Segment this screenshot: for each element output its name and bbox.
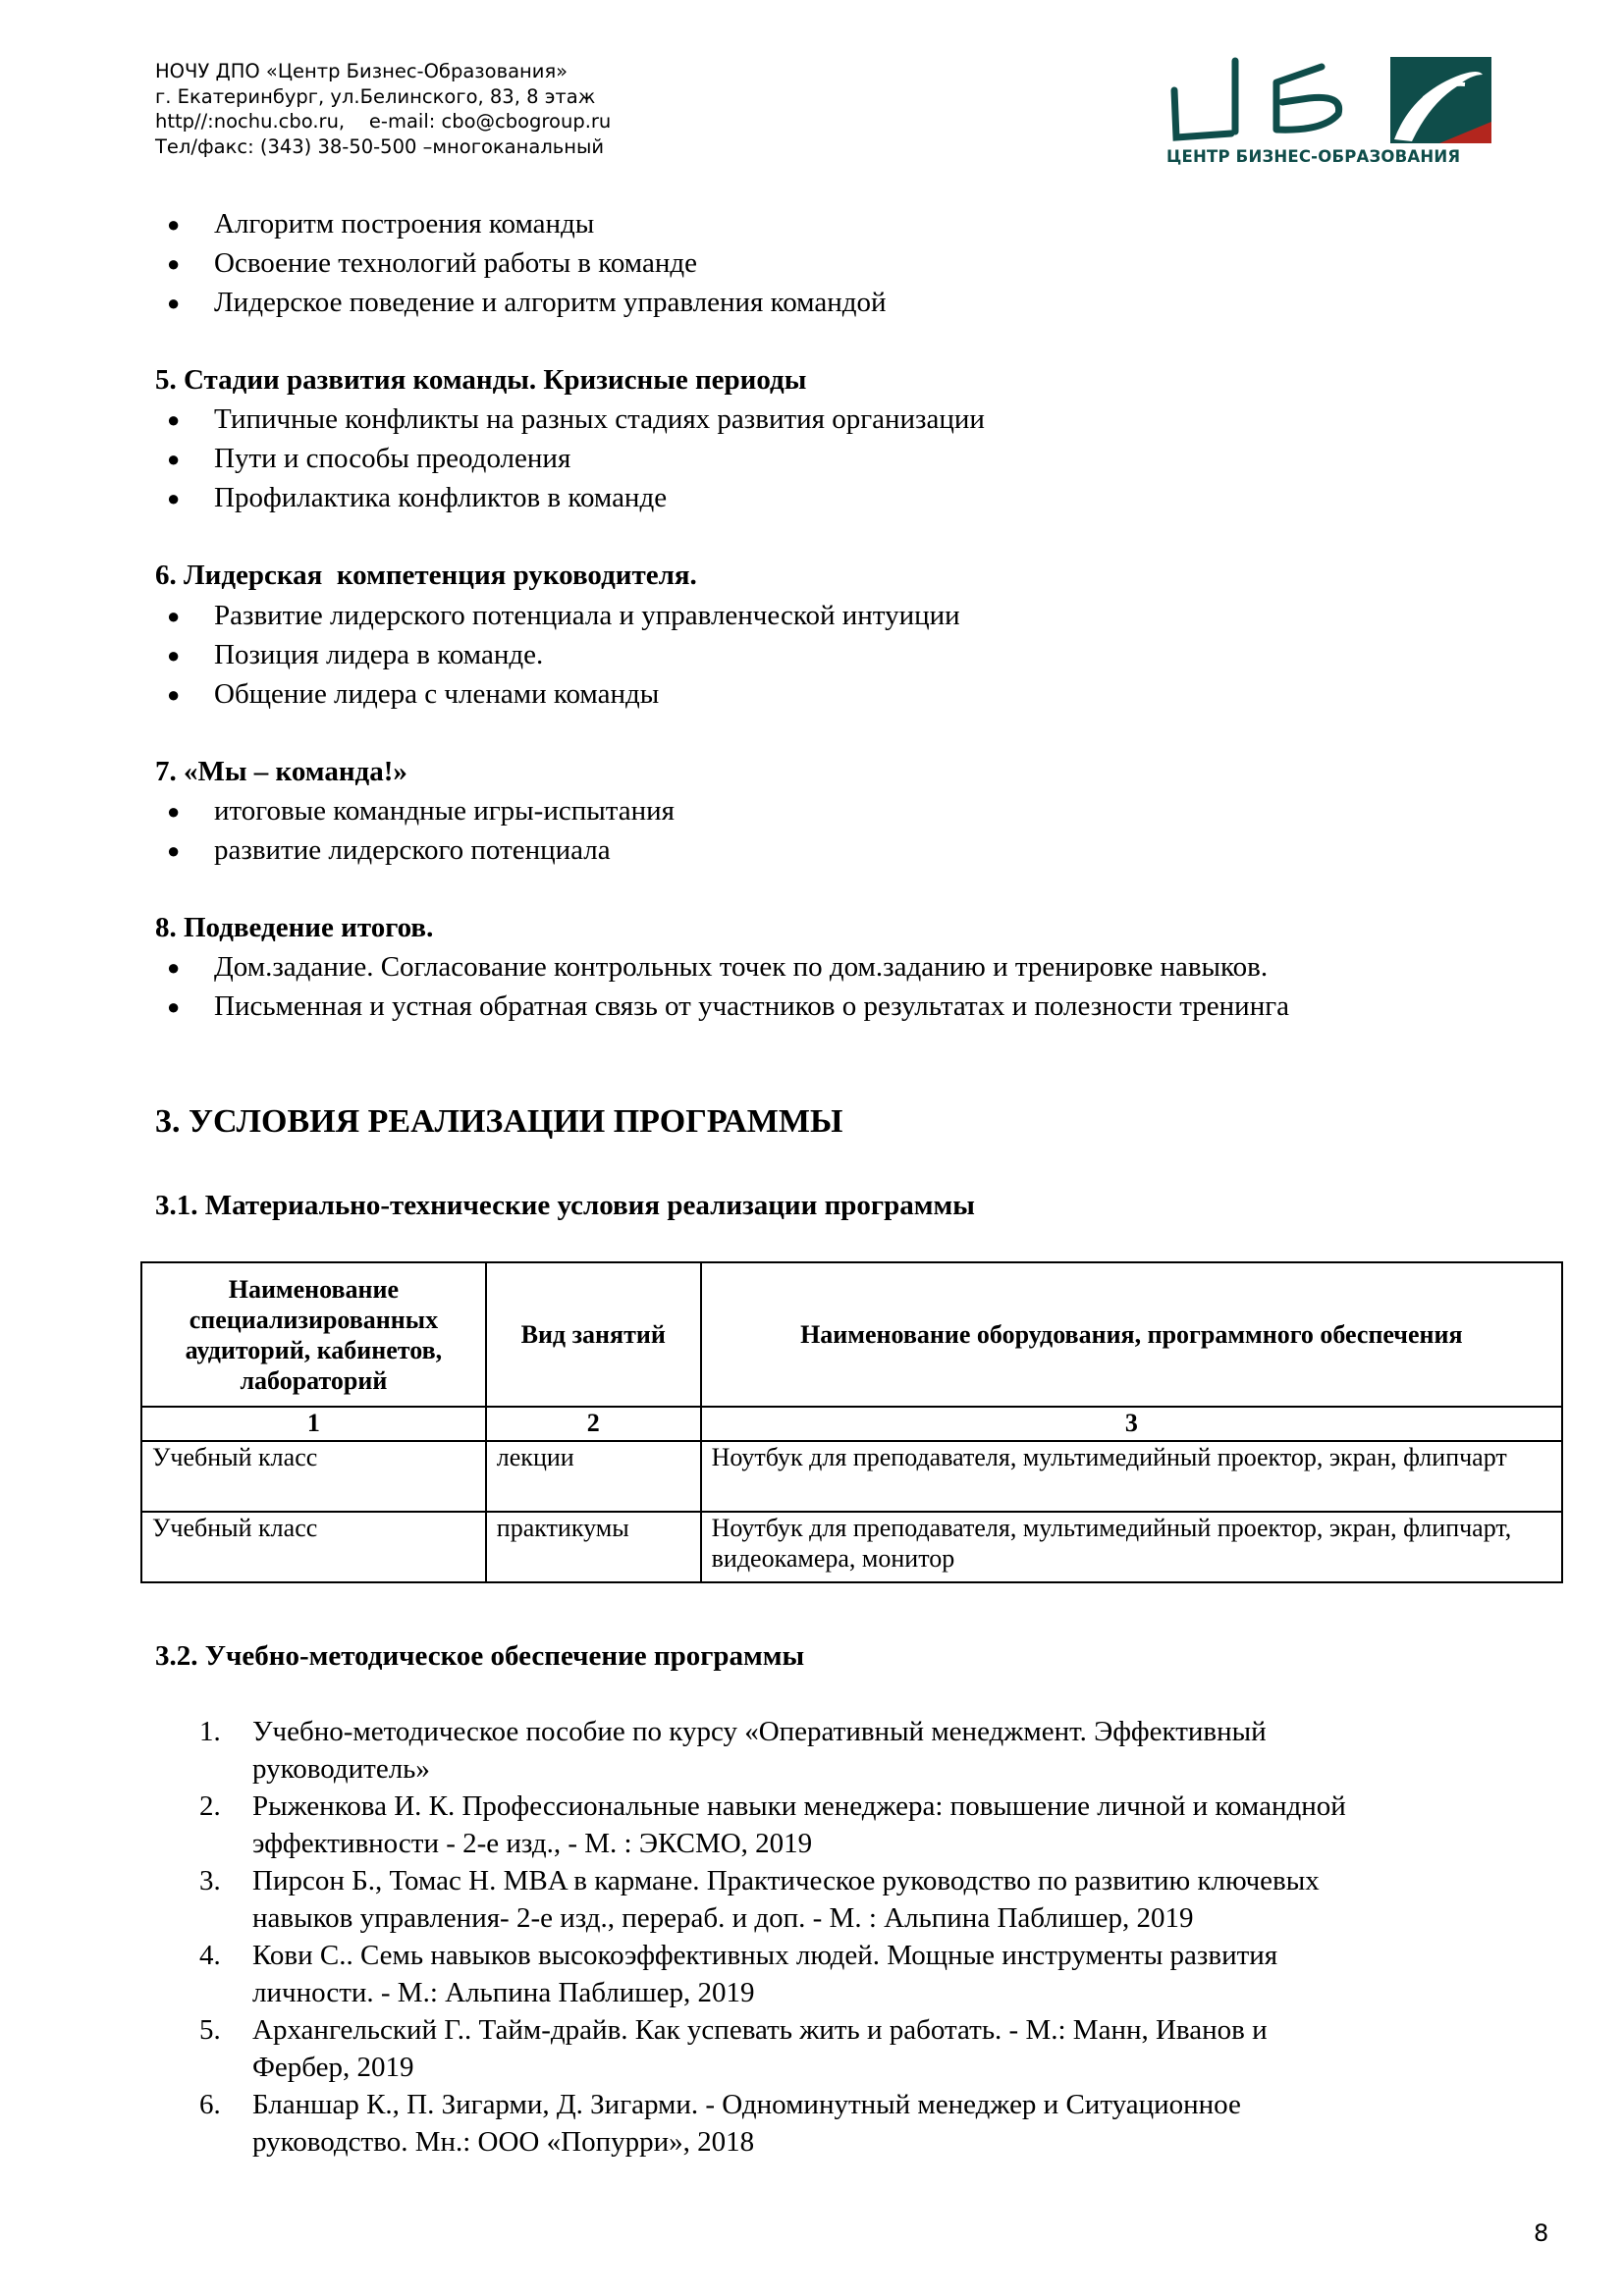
table-cell: Ноутбук для преподавателя, мультимедийный проектор, экран, флипчарт, видеокамера, монитор [701, 1512, 1562, 1582]
table-cell: практикумы [486, 1512, 701, 1582]
bullet-icon: ● [167, 407, 181, 432]
table-cell: 1 [141, 1407, 486, 1441]
table-row [141, 1512, 1562, 1582]
equipment-table [140, 1261, 1563, 1583]
table-column-number-row [141, 1407, 1562, 1441]
section-5-title: 5. Стадии развития команды. Кризисные периоды [155, 364, 807, 396]
section-6-title: 6. Лидерская компетенция руководителя. [155, 560, 697, 591]
bullet-icon: ● [167, 486, 181, 510]
table-cell: Учебный класс [141, 1441, 486, 1512]
table-cell: лекции [486, 1441, 701, 1512]
table-header-cell: Наименование специализированных аудиторий, кабинетов, лабораторий [141, 1262, 486, 1407]
table-cell: Ноутбук для преподавателя, мультимедийный проектор, экран, флипчарт [701, 1441, 1562, 1512]
table-cell: 2 [486, 1407, 701, 1441]
table-cell: 3 [701, 1407, 1562, 1441]
bullet-icon: ● [167, 682, 181, 707]
section-3-2-title: 3.2. Учебно-методическое обеспечение программы [155, 1640, 805, 1672]
table-header-cell: Вид занятий [486, 1262, 701, 1407]
logo-caption: ЦЕНТР БИЗНЕС-ОБРАЗОВАНИЯ [1166, 147, 1461, 166]
company-logo [1166, 53, 1496, 171]
table-row [141, 1441, 1562, 1512]
section-8-title: 8. Подведение итогов. [155, 912, 434, 943]
table-header-cell: Наименование оборудования, программного обеспечения [701, 1262, 1562, 1407]
logo-mark-icon [1166, 53, 1496, 147]
bullet-icon: ● [167, 643, 181, 667]
table-header-row [141, 1262, 1562, 1407]
org-name: НОЧУ ДПО «Центр Бизнес-Образования» [155, 60, 568, 82]
section-3-1-title: 3.1. Материально-технические условия реализации программы [155, 1190, 975, 1221]
bullet-icon: ● [167, 604, 181, 628]
page-number: 8 [1534, 2219, 1549, 2247]
bullet-icon: ● [167, 838, 181, 863]
bullet-icon: ● [167, 291, 181, 315]
bullet-icon: ● [167, 994, 181, 1019]
section-7-title: 7. «Мы – команда!» [155, 756, 407, 787]
table-cell: Учебный класс [141, 1512, 486, 1582]
org-phone: Тел/факс: (343) 38-50-500 –многоканальный [155, 134, 605, 158]
bullet-icon: ● [167, 212, 181, 237]
bullet-icon: ● [167, 251, 181, 276]
org-web-email: http//:nochu.cbo.ru, e-mail: cbo@cbogroup.ru [155, 110, 612, 133]
org-address: г. Екатеринбург, ул.Белинского, 83, 8 этаж [155, 84, 596, 108]
organization-contact-block [155, 59, 611, 159]
chapter-3-title: 3. УСЛОВИЯ РЕАЛИЗАЦИИ ПРОГРАММЫ [155, 1103, 843, 1140]
bullet-icon: ● [167, 955, 181, 980]
bullet-icon: ● [167, 799, 181, 824]
bullet-icon: ● [167, 447, 181, 471]
